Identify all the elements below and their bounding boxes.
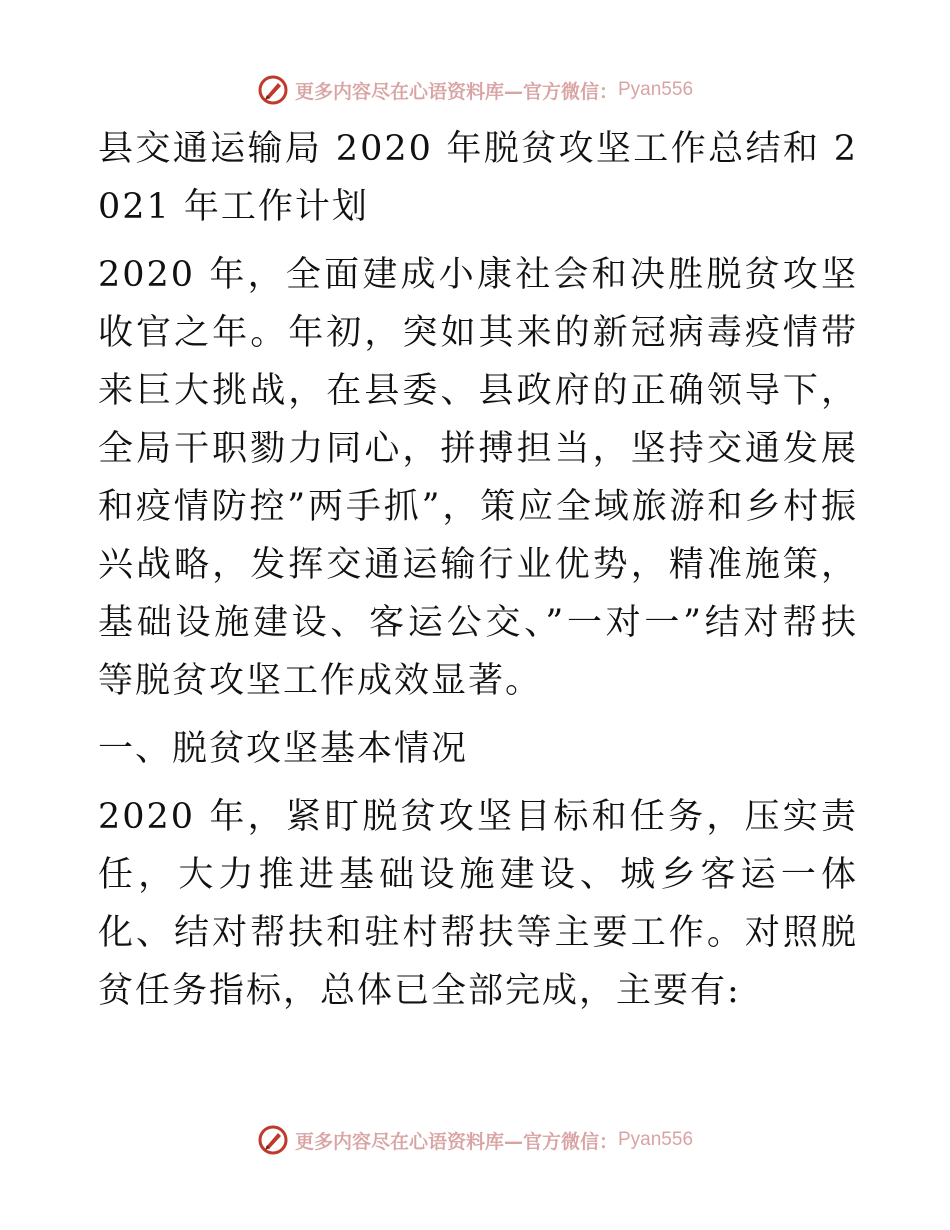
- watermark-text: 更多内容尽在心语资料库—官方微信：: [294, 1130, 618, 1153]
- section-heading: 一、脱贫攻坚基本情况: [98, 729, 469, 769]
- watermark-text: 更多内容尽在心语资料库—官方微信：: [294, 80, 618, 103]
- footer-watermark: [0, 1120, 950, 1160]
- watermark-wechat-id: Pyan556: [618, 79, 694, 100]
- pen-logo-icon: [257, 1124, 289, 1156]
- intro-paragraph: 2020 年，全面建成小康社会和决胜脱贫攻坚收官之年。年初，突如其来的新冠病毒疫情带来巨大挑战，在县委、县政府的正确领导下，全局干职勠力同心，拼搏担当，坚持交通发展和疫情防控”两手抓”，策应全域旅游和乡村振兴战略，发挥交通运输行业优势，精准施策，基础设施建设、客运公交、”一对一”结对帮扶等脱贫攻坚工作成效显著。: [98, 255, 858, 701]
- section-paragraph: 2020 年，紧盯脱贫攻坚目标和任务，压实责任，大力推进基础设施建设、城乡客运一体化、结对帮扶和驻村帮扶等主要工作。对照脱贫任务指标，总体已全部完成，主要有:: [98, 797, 858, 1011]
- watermark-wechat-id: Pyan556: [618, 1129, 694, 1150]
- document-body: [98, 120, 858, 1020]
- document-title: 县交通运输局 2020 年脱贫攻坚工作总结和 2021 年工作计划: [98, 129, 858, 227]
- header-watermark: [0, 70, 950, 110]
- pen-logo-icon: [257, 74, 289, 106]
